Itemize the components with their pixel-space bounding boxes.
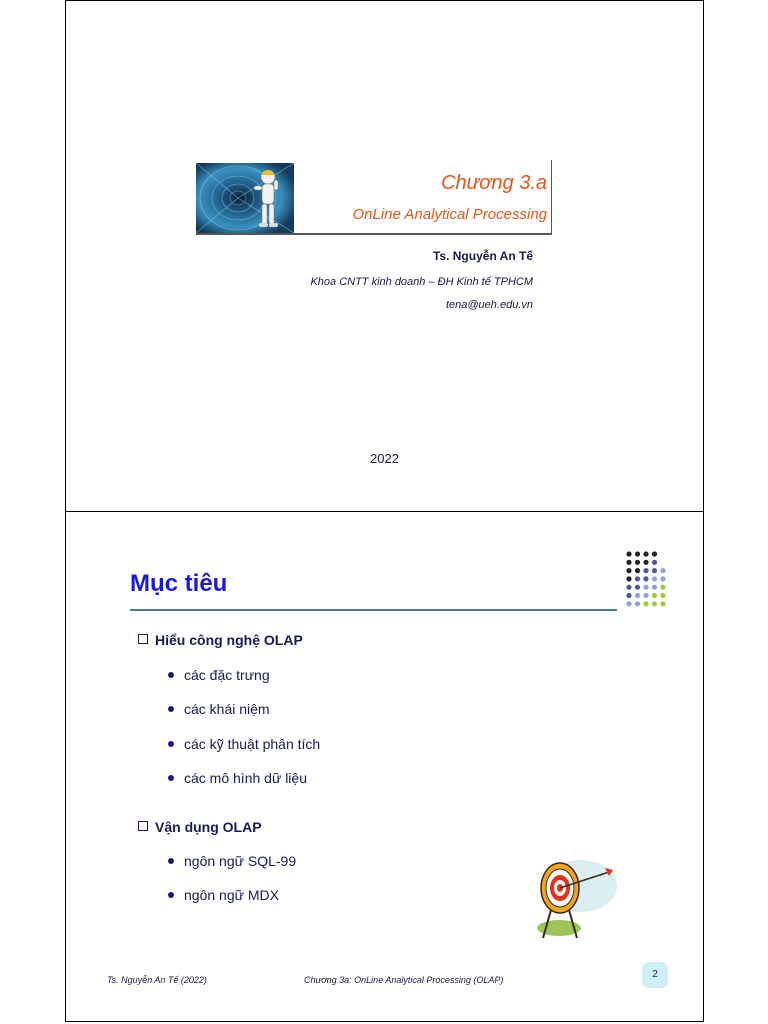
decoration-dot xyxy=(643,560,648,565)
title-underline xyxy=(130,609,617,611)
tunnel-robot-illustration xyxy=(196,163,294,233)
decoration-dot xyxy=(643,568,648,573)
decoration-dot xyxy=(626,560,631,565)
section-heading xyxy=(138,819,262,835)
list-item-label: ngôn ngữ SQL-99 xyxy=(184,853,297,869)
decoration-dot xyxy=(652,576,657,581)
list-item xyxy=(168,736,320,752)
bullet-icon xyxy=(168,672,174,678)
checkbox-bullet-icon xyxy=(138,634,148,644)
decoration-dot xyxy=(626,576,631,581)
section-heading xyxy=(138,632,303,648)
list-item xyxy=(168,887,279,903)
slide-1 xyxy=(65,0,704,512)
decoration-dot xyxy=(626,601,631,606)
bullet-icon xyxy=(168,892,174,898)
decoration-dot xyxy=(626,585,631,590)
archery-target-illustration xyxy=(529,850,619,944)
list-item-label: ngôn ngữ MDX xyxy=(184,887,279,903)
slide-title: Mục tiêu xyxy=(130,570,228,597)
slide-year: 2022 xyxy=(370,451,399,466)
list-item-label: các mô hình dữ liệu xyxy=(184,770,307,786)
list-item-label: các khái niệm xyxy=(184,701,270,717)
footer-chapter: Chương 3a: OnLine Analytical Processing (OLAP) xyxy=(304,975,504,985)
dot-grid-decoration xyxy=(625,550,670,610)
decoration-dot xyxy=(660,576,665,581)
section-heading-label: Hiểu công nghệ OLAP xyxy=(155,632,303,648)
decoration-dot xyxy=(635,601,640,606)
decoration-dot xyxy=(660,585,665,590)
bullet-icon xyxy=(168,858,174,864)
decoration-dot xyxy=(626,593,631,598)
decoration-dot xyxy=(635,568,640,573)
decoration-dot xyxy=(652,568,657,573)
decoration-dot xyxy=(635,576,640,581)
list-item xyxy=(168,770,307,786)
decoration-dot xyxy=(652,601,657,606)
section-heading-label: Vận dụng OLAP xyxy=(155,819,262,835)
decoration-dot xyxy=(652,585,657,590)
chapter-subtitle: OnLine Analytical Processing xyxy=(352,206,547,223)
decoration-dot xyxy=(626,568,631,573)
decoration-dot xyxy=(660,593,665,598)
checkbox-bullet-icon xyxy=(138,821,148,831)
decoration-dot xyxy=(635,593,640,598)
decoration-dot xyxy=(652,593,657,598)
list-item xyxy=(168,701,270,717)
title-banner xyxy=(196,160,552,234)
list-item xyxy=(168,667,270,683)
list-item-label: các đặc trưng xyxy=(184,667,270,683)
bullet-icon xyxy=(168,706,174,712)
banner-divider-vertical xyxy=(551,160,552,234)
decoration-dot xyxy=(643,585,648,590)
decoration-dot xyxy=(635,585,640,590)
list-item-label: các kỹ thuật phân tích xyxy=(184,736,321,752)
decoration-dot xyxy=(660,568,665,573)
author-name: Ts. Nguyễn An Tế xyxy=(432,249,533,263)
page-number-badge: 2 xyxy=(642,962,668,988)
author-affiliation: Khoa CNTT kinh doanh – ĐH Kinh tế TPHCM xyxy=(310,276,533,288)
author-email: tena@ueh.edu.vn xyxy=(445,299,533,311)
slide-2 xyxy=(65,511,704,1022)
decoration-dot xyxy=(643,576,648,581)
bullet-icon xyxy=(168,741,174,747)
bullet-icon xyxy=(168,775,174,781)
list-item xyxy=(168,853,296,869)
decoration-dot xyxy=(652,560,657,565)
decoration-dot xyxy=(660,601,665,606)
decoration-dot xyxy=(643,593,648,598)
decoration-dot xyxy=(626,551,631,556)
decoration-dot xyxy=(635,551,640,556)
decoration-dot xyxy=(652,551,657,556)
decoration-dot xyxy=(643,551,648,556)
decoration-dot xyxy=(635,560,640,565)
chapter-title: Chương 3.a xyxy=(441,172,547,194)
decoration-dot xyxy=(643,601,648,606)
banner-divider-horizontal xyxy=(196,233,552,235)
footer-author: Ts. Nguyễn An Tế (2022) xyxy=(107,975,207,985)
